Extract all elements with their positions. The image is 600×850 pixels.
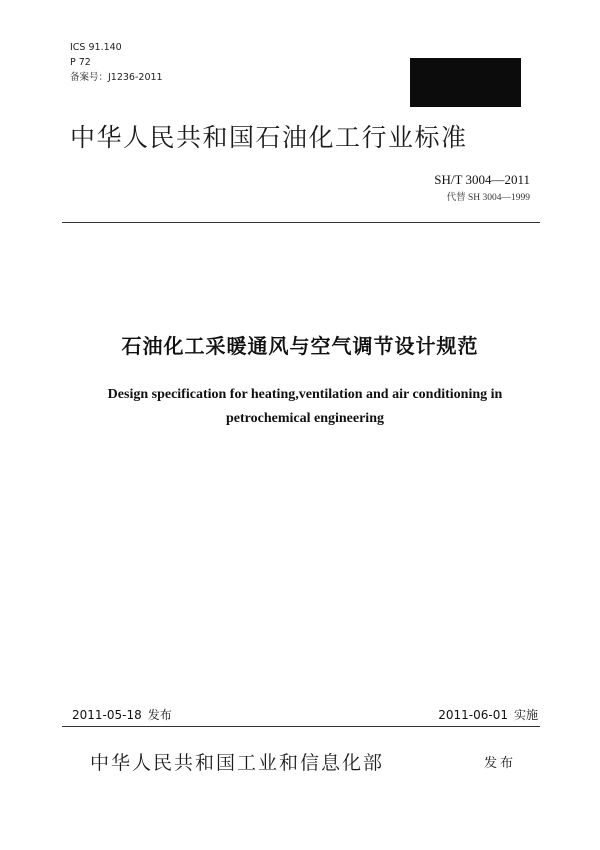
standard-code — [434, 172, 530, 203]
title-en-line2: petrochemical engineering — [226, 411, 384, 426]
ics-code: ICS 91.140 — [70, 42, 122, 53]
redacted-logo-block — [410, 58, 521, 107]
issue-word: 发布 — [147, 708, 172, 722]
issue-date-block — [72, 706, 172, 723]
title-en-line1: Design specification for heating,ventilation and air conditioning in — [107, 387, 503, 402]
issue-date: 2011-05-18 — [72, 708, 142, 722]
document-title-en — [70, 383, 540, 431]
issuer-word: 发布 — [484, 756, 517, 771]
p-code: P 72 — [70, 57, 91, 68]
document-title-cn: 石油化工采暖通风与空气调节设计规范 — [121, 334, 479, 358]
top-divider — [62, 222, 540, 223]
standard-category-title: 中华人民共和国石油化工行业标准 — [70, 123, 468, 152]
standard-number: SH/T 3004—2011 — [434, 172, 530, 187]
issuer-name: 中华人民共和国工业和信息化部 — [90, 752, 385, 774]
record-number: 备案号：J1236-2011 — [70, 72, 163, 83]
implement-date-block — [438, 706, 538, 723]
implement-word: 实施 — [513, 708, 538, 722]
implement-date: 2011-06-01 — [438, 708, 508, 722]
replaces-standard: 代替 SH 3004—1999 — [446, 193, 530, 203]
document-meta — [70, 40, 163, 85]
bottom-divider — [62, 726, 540, 727]
